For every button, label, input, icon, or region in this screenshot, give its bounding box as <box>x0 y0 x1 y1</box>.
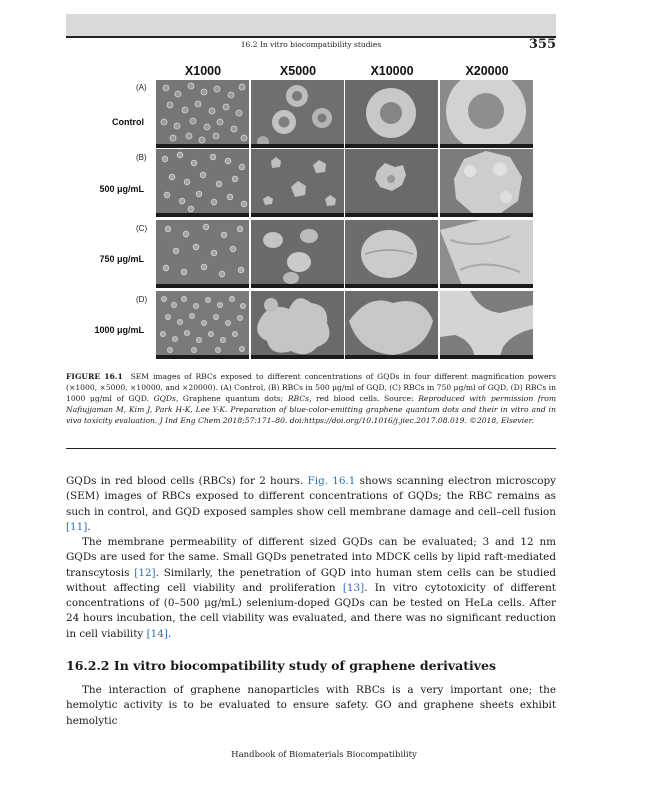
sem-panel-a-x5000 <box>251 80 344 148</box>
paragraph-1-text-b: shows scanning electron microscopy (SEM) images of RBCs exposed to different concentrations of GQDs; the RBC remains as such in control, and GQD exposed samples show cell membrane damage and cell–cell fusion <box>66 475 556 518</box>
caption-source-label: Source: <box>384 394 419 403</box>
sem-panel-d-x5000 <box>251 291 344 359</box>
paragraph-1 <box>66 474 556 535</box>
paragraph-2-text-d: . <box>167 627 172 640</box>
sem-panel-c-x1000 <box>156 220 249 288</box>
figure-label: FIGURE 16.1 <box>66 372 123 381</box>
column-label-x5000: X5000 <box>279 64 317 78</box>
header-rule <box>66 36 556 38</box>
sem-panel-b-x20000 <box>440 149 533 217</box>
sem-panel-b-x10000 <box>345 149 438 217</box>
figure-caption <box>66 371 556 426</box>
sem-panel-b-x5000 <box>251 149 344 217</box>
sem-panel-d-x10000 <box>345 291 438 359</box>
citation-link-11[interactable]: [11] <box>66 520 88 533</box>
column-label-x1000: X1000 <box>184 64 222 78</box>
caption-abbrev-rbcs: RBCs, <box>287 394 312 403</box>
sem-panel-c-x5000 <box>251 220 344 288</box>
paragraph-3-text: The interaction of graphene nanoparticles with RBCs is a very important one; the hemolytic activity is to be evaluated to ensure safety. GO and graphene sheets exhibit hemolytic <box>66 684 556 727</box>
row-letter-c: (C) <box>136 224 148 233</box>
footer-book-title: Handbook of Biomaterials Biocompatibility <box>231 750 417 760</box>
row-label-750: 750 μg/mL <box>99 254 144 264</box>
caption-abbrev-gqds: GQDs, <box>153 394 179 403</box>
header-band <box>66 14 556 36</box>
paragraph-2-text-b: . Similarly, the penetration of GQD into human stem cells can be studied without affecting cell viability and proliferation <box>66 566 556 594</box>
running-title: 16.2 In vitro biocompatibility studies <box>240 40 382 49</box>
row-letter-d: (D) <box>136 295 148 304</box>
sem-panel-a-x10000 <box>345 80 438 148</box>
caption-text: SEM images of RBCs exposed to different concentrations of GQDs in four different magnification powers (×1000, ×5000, ×10000, and ×20000). (A) Control, (B) RBCs in 500 μg/ml of GQD, (C) RBCs in 750 μg/ml of GQD, (D) RBCs in 1000 μg/ml of GQD. <box>66 372 557 403</box>
section-heading: 16.2.2 In vitro biocompatibility study of graphene derivatives <box>66 658 497 673</box>
column-label-x20000: X20000 <box>465 64 509 78</box>
sem-panel-a-x1000 <box>156 80 249 148</box>
row-letter-a: (A) <box>136 83 147 92</box>
paragraph-2-text-a: The membrane permeability of different sized GQDs can be evaluated; 3 and 12 nm GQDs are used for the same. Small GQDs penetrated into MDCK cells by lipid raft-mediated transcytosis <box>66 536 556 579</box>
paragraph-2 <box>66 535 556 642</box>
citation-link-13[interactable]: [13] <box>342 581 365 594</box>
paragraph-1-text-c: . <box>87 520 91 533</box>
sem-panel-a-x20000 <box>440 80 533 148</box>
caption-abbrev-text2: red blood cells. <box>311 394 380 403</box>
citation-link-14[interactable]: [14] <box>146 627 168 640</box>
sem-panel-c-x20000 <box>440 220 533 288</box>
row-label-1000: 1000 μg/mL <box>94 325 144 335</box>
row-letter-b: (B) <box>136 153 147 162</box>
citation-link-12[interactable]: [12] <box>134 566 156 579</box>
sem-panel-b-x1000 <box>156 149 249 217</box>
caption-abbrev-text: Graphene quantum dots; <box>178 394 288 403</box>
row-label-500: 500 μg/mL <box>99 184 144 194</box>
row-label-control: Control <box>112 117 144 127</box>
paragraph-2-text-c: . In vitro cytotoxicity of different concentrations of (0–500 μg/mL) selenium-doped GQDs can be tested on HeLa cells. After 24 hours incubation, the cell viability was evaluated, and there was no significant reduction in cell viability <box>66 581 556 640</box>
sem-panel-c-x10000 <box>345 220 438 288</box>
caption-rule <box>66 448 556 449</box>
paragraph-3 <box>66 683 556 729</box>
sem-panel-d-x1000 <box>156 291 249 359</box>
page-number: 355 <box>528 37 556 52</box>
sem-panel-d-x20000 <box>440 291 533 359</box>
figure-link[interactable]: Fig. 16.1 <box>307 475 356 487</box>
column-label-x10000: X10000 <box>370 64 414 78</box>
caption-source-text: Reproduced with permission from Nafiujjaman M, Kim J, Park H-K, Lee Y-K. Preparation of blue-color-emitting graphene quantum dots and their in vitro and in vivo toxicity evaluation. J Ind Eng Chem 2018;57:171–80. doi:https://doi.org/10.1016/j.jiec.2017.08.019. ©2018, Elsevier. <box>66 394 557 425</box>
paragraph-1-text-a: GQDs in red blood cells (RBCs) for 2 hours. <box>66 475 308 487</box>
